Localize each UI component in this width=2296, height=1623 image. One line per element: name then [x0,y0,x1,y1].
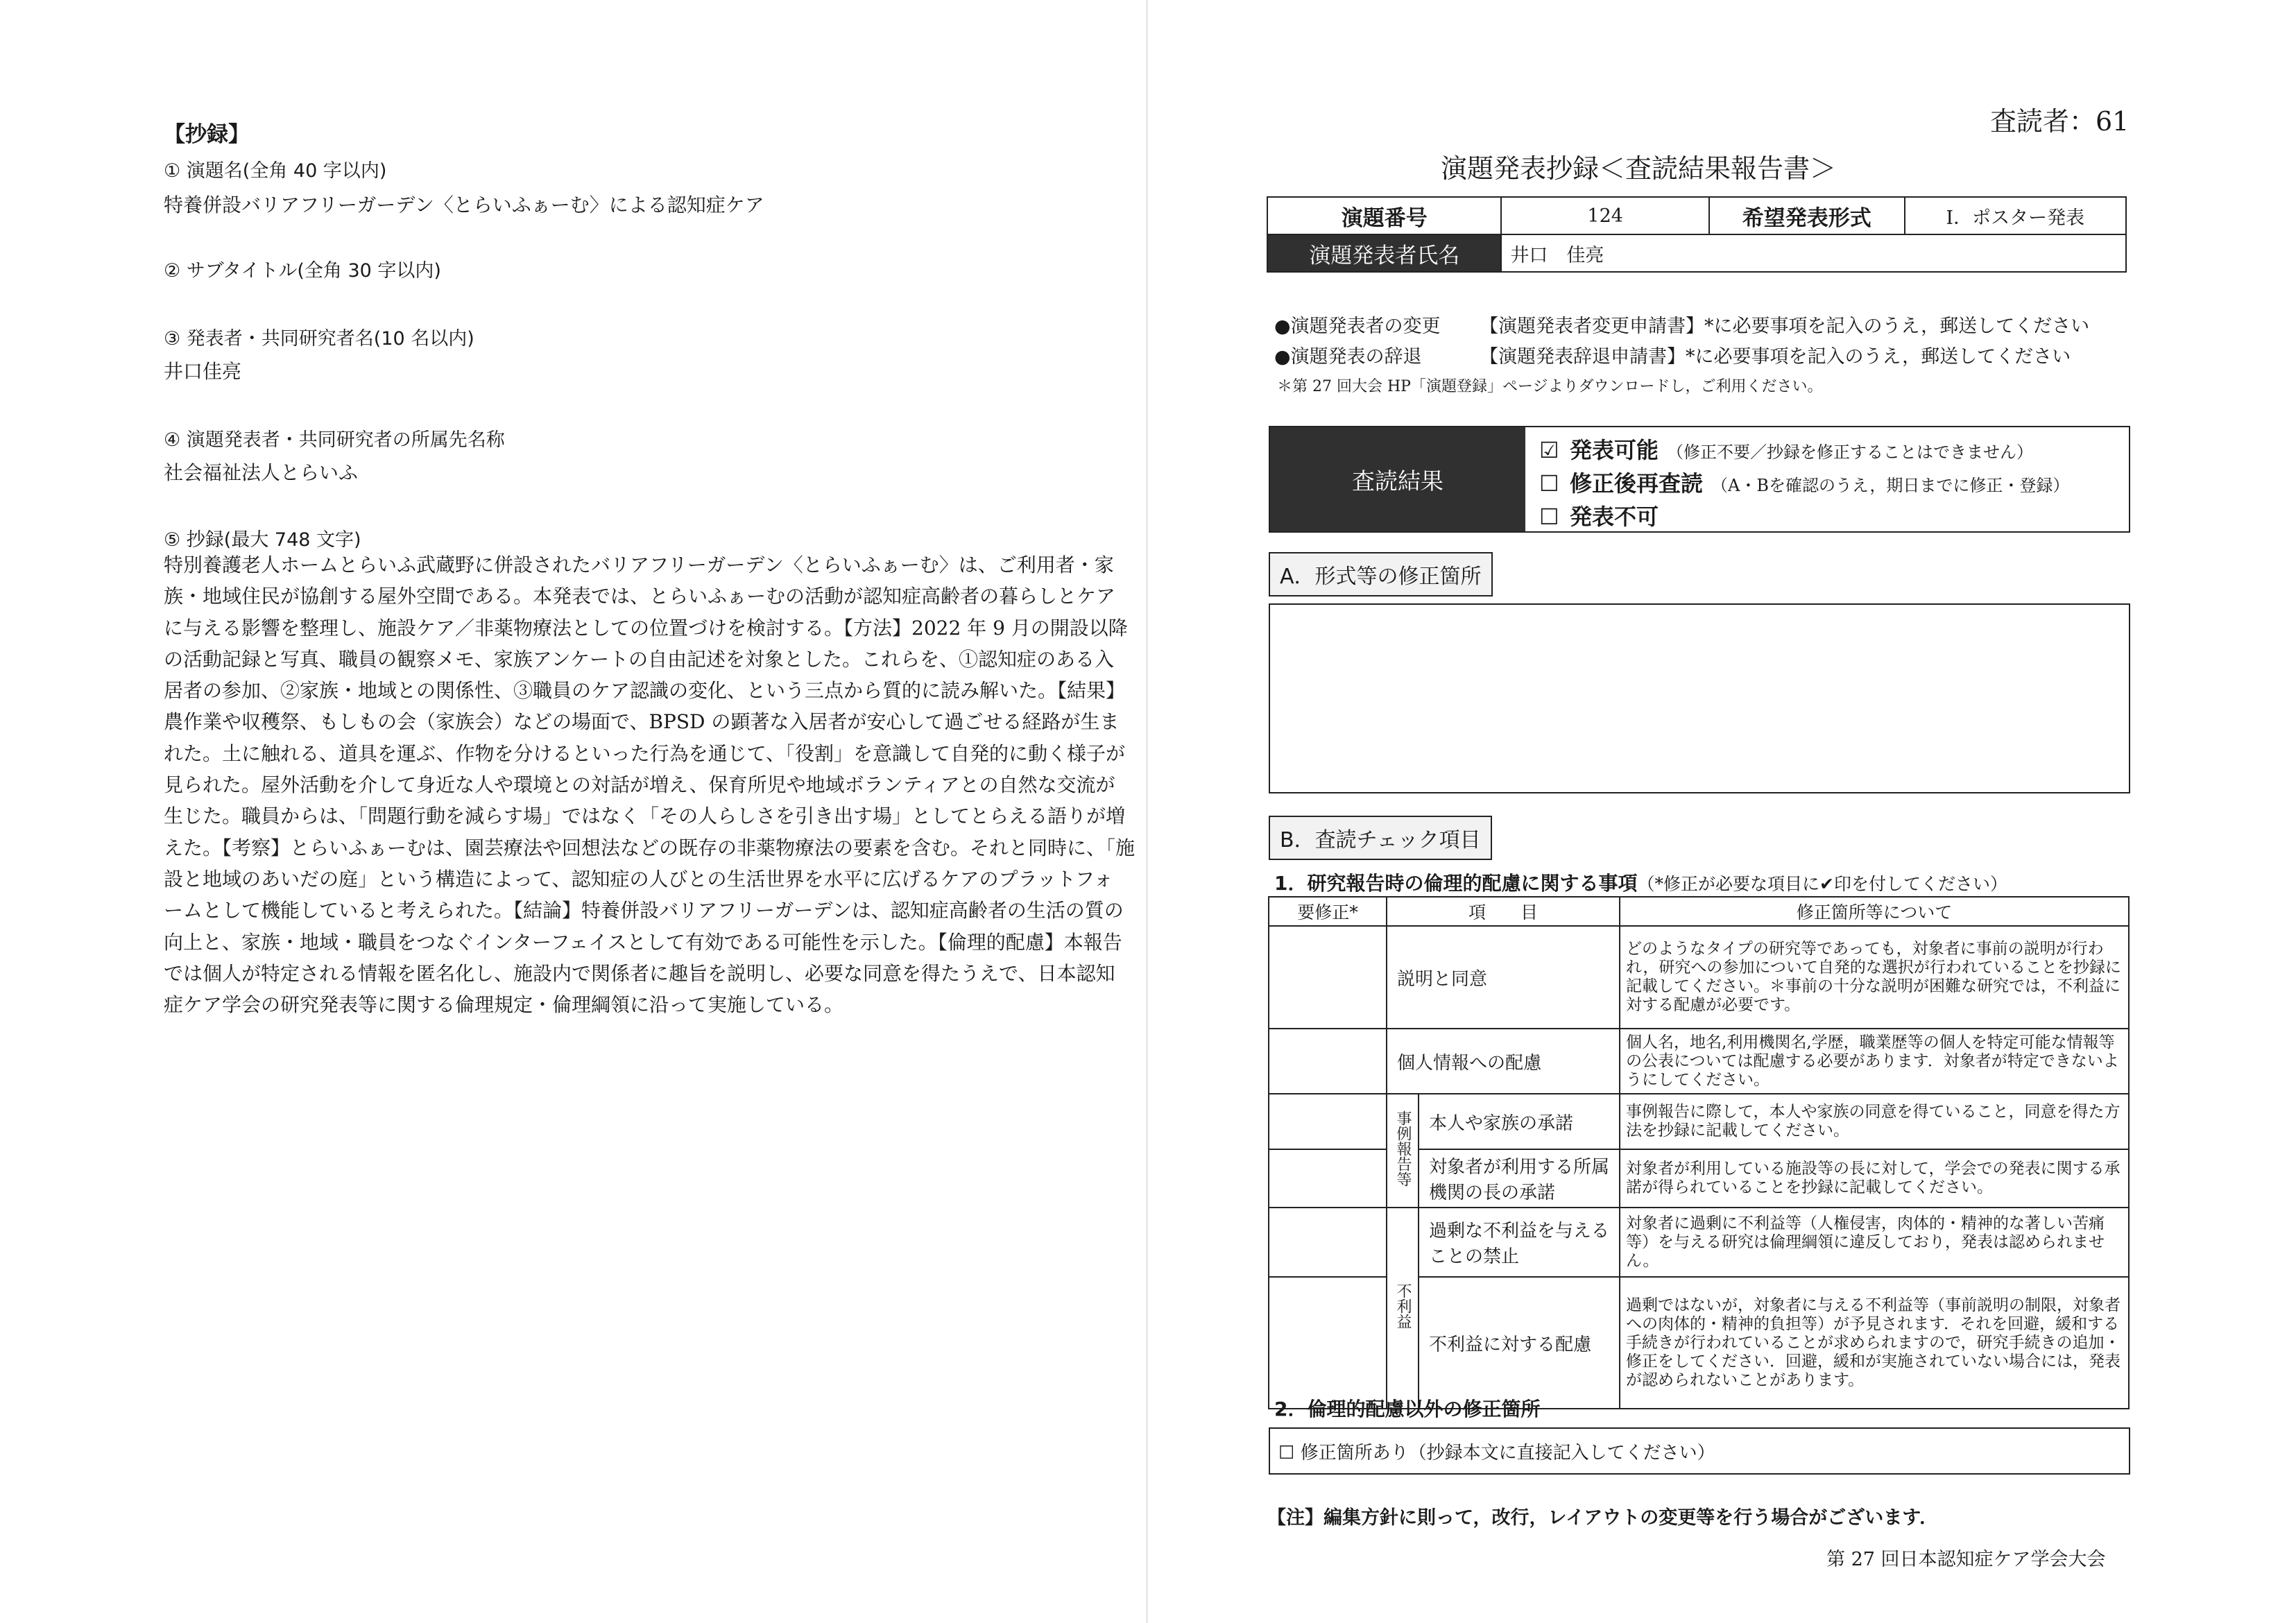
checked-checkbox-icon: ☑ [1539,437,1559,463]
abstract-line: ームとして機能していると考えられた。【結論】特養併設バリアフリーガーデンは、認知症高齢者の生活の質の [164,899,1124,922]
abstract-line: 設と地域のあいだの庭」という構造によって、認知症の人びとの生活世界を水平に広げるケアのプラットフォ [164,867,1113,891]
ethics-detail: 対象者に過剰に不利益等（人権侵害，肉体的・精神的な著しい苦痛等）を与える研究は倫理綱領に違反しており，発表は認められません。 [1620,1208,2129,1277]
col-item: 項 目 [1387,897,1620,926]
editorial-footnote: 【注】編集方針に則って，改行，レイアウトの変更等を行う場合がございます． [1267,1507,1939,1529]
submission-header-table [1267,196,2127,273]
abstract-body [164,549,1136,1020]
ethics-detail: 過剰ではないが，対象者に与える不利益等（事前説明の制限，対象者への肉体的・精神的負担等）が予見されます．それを回避，緩和する手続きが行われていることが求められますので，研究手続きの追加・修正をしてください．回避，緩和が実施されていない場合には，発表が認められないことがあります。 [1620,1277,2129,1409]
ethics-check-table [1268,896,2130,1409]
title-field-label: ① 演題名(全角 40 字以内) [164,160,387,182]
col-detail: 修正箇所等について [1620,897,2129,926]
abstract-line: 農作業や収穫祭、もしもの会（家族会）などの場面で、BPSD の顕著な入居者が安心して過ごせる経路が生ま [164,710,1120,734]
fix-cell[interactable] [1269,1094,1387,1149]
report-title: 演題発表抄録＜査読結果報告書＞ [1441,153,1837,184]
group-case-report: 事例報告等 [1387,1094,1419,1208]
ethics-item: 対象者が利用する所属機関の長の承諾 [1419,1149,1620,1208]
fix-cell[interactable] [1269,1277,1387,1409]
reviewer-id: 査読者：61 [1990,106,2130,137]
abstract-line: 特別養護老人ホームとらいふ武蔵野に併設されたバリアフリーガーデン〈とらいふぁーむ〉は、ご利用者・家 [164,553,1114,576]
checkbox-icon: ☐ [1539,470,1559,497]
presenter-value: 井口 佳亮 [1501,234,2126,272]
abstract-line: の活動記録と写真、職員の観察メモ、家族アンケートの自由記述を対象とした。これらを、①認知症のある入 [164,647,1115,671]
withdraw-note-bullet: ●演題発表の辞退 [1274,346,1422,368]
other-corrections-option[interactable]: ☐ 修正箇所あり（抄録本文に直接記入してください） [1278,1442,1715,1463]
ethics-item: 不利益に対する配慮 [1419,1277,1620,1409]
affiliation-field-label: ④ 演題発表者・共同研究者の所属先名称 [164,429,505,451]
fix-cell[interactable] [1269,1149,1387,1208]
format-label: 希望発表形式 [1709,197,1905,234]
result-option-rereview[interactable]: ☐ 修正後再査読 （A・Bを確認のうえ，期日までに修正・登録） [1539,470,2070,497]
abstract-line: 見られた。屋外活動を介して身近な人や環境との対話が増え、保育所児や地域ボランティアとの自然な交流が [164,773,1115,797]
ethics-item: 説明と同意 [1387,926,1620,1029]
abstract-line: えた。【考察】とらいふぁーむは、園芸療法や回想法などの既存の非薬物療法の要素を含む。それと同時に、「施 [164,836,1136,859]
abstract-line: 向上と、家族・地域・職員をつなぐインターフェイスとして有効である可能性を示した。【倫理的配慮】本報告 [164,930,1122,954]
checkbox-icon: ☐ [1539,504,1559,530]
ethics-item: 過剰な不利益を与えることの禁止 [1419,1208,1620,1277]
withdraw-note-text: 【演題発表辞退申請書】*に必要事項を記入のうえ，郵送してください [1480,346,2071,368]
ethics-detail: どのようなタイプの研究等であっても，対象者に事前の説明が行われ，研究への参加について自発的な選択が行われていることを抄録に記載してください。＊事前の十分な説明が困難な研究では，不利益に対する配慮が必要です。 [1620,926,2129,1029]
result-option-acceptable[interactable]: ☑ 発表可能 （修正不要／抄録を修正することはできません） [1539,437,2034,463]
subtitle-field-label: ② サブタイトル(全角 30 字以内) [164,260,441,282]
authors-field-value: 井口佳亮 [164,360,242,383]
presenter-label: 演題発表者氏名 [1267,234,1501,272]
ethics-heading: 1．研究報告時の倫理的配慮に関する事項（*修正が必要な項目に✔印を付してください） [1274,872,2007,895]
fix-cell[interactable] [1269,926,1387,1029]
format-value: Ⅰ．ポスター発表 [1905,197,2127,234]
ethics-detail: 事例報告に際して，本人や家族の同意を得ていること，同意を得た方法を抄録に記載してください。 [1620,1094,2129,1149]
ethics-item: 個人情報への配慮 [1387,1029,1620,1094]
abstract-line: 族・地域住民が協創する屋外空間である。本発表では、とらいふぁーむの活動が認知症高齢者の暮らしとケア [164,585,1116,608]
section-a-label: A．形式等の修正箇所 [1269,552,1493,596]
format-corrections-box[interactable] [1269,603,2130,793]
ethics-note: （*修正が必要な項目に✔印を付してください） [1637,874,2007,894]
abstract-line: 症ケア学会の研究発表等に関する倫理規定・倫理綱領に沿って実施している。 [164,993,844,1017]
other-corrections-box[interactable] [1269,1427,2130,1475]
abstract-line: に与える影響を整理し、施設ケア／非薬物療法としての位置づけを検討する。【方法】2022 年 9 月の開設以降 [164,616,1128,639]
abstract-line: 生じた。職員からは、「問題行動を減らす場」ではなく「その人らしさを引き出す場」としてとらえる語りが増 [164,805,1126,828]
ethics-item: 本人や家族の承諾 [1419,1094,1620,1149]
review-result-box [1269,426,2130,533]
abstract-body-label: ⑤ 抄録(最大 748 文字) [164,529,361,551]
download-note: ＊第 27 回大会 HP「演題登録」ページよりダウンロードし，ご利用ください。 [1277,378,1823,395]
review-report-page [1148,0,2296,1623]
ethics-detail: 対象者が利用している施設等の長に対して，学会での発表に関する承諾が得られていることを抄録に記載してください。 [1620,1149,2129,1208]
abstract-line: 居者の参加、②家族・地域との関係性、③職員のケア認識の変化、という三点から質的に読み解いた。【結果】 [164,679,1126,703]
review-result-label: 査読結果 [1270,427,1525,531]
fix-cell[interactable] [1269,1208,1387,1277]
submission-number-label: 演題番号 [1267,197,1501,234]
abstract-heading: 【抄録】 [164,122,250,147]
submission-number-value: 124 [1501,197,1709,234]
group-harm: 不利益 [1387,1208,1419,1409]
section-2-heading: 2．倫理的配慮以外の修正箇所 [1274,1398,1541,1420]
change-note-bullet: ●演題発表者の変更 [1274,316,1441,337]
ethics-detail: 個人名，地名,利用機関名,学歴，職業歴等の個人を特定可能な情報等の公表については配慮する必要があります．対象者が特定できないようにしてください。 [1620,1029,2129,1094]
change-note-text: 【演題発表者変更申請書】*に必要事項を記入のうえ，郵送してください [1480,316,2090,337]
result-option-rejected[interactable]: ☐ 発表不可 [1539,504,1659,530]
fix-cell[interactable] [1269,1029,1387,1094]
authors-field-label: ③ 発表者・共同研究者名(10 名以内) [164,328,474,350]
abstract-line: では個人が特定される情報を匿名化し、施設内で関係者に趣旨を説明し、必要な同意を得たうえで、日本認知 [164,961,1115,985]
title-field-value: 特養併設バリアフリーガーデン〈とらいふぁーむ〉による認知症ケア [164,194,764,216]
affiliation-field-value: 社会福祉法人とらいふ [164,461,359,484]
conference-footer: 第 27 回日本認知症ケア学会大会 [1826,1549,2106,1570]
abstract-line: れた。土に触れる、道具を運ぶ、作物を分けるといった行為を通じて、「役割」を意識して自発的に動く様子が [164,741,1126,765]
section-b-label: B．査読チェック項目 [1269,816,1492,860]
col-needs-fix: 要修正* [1269,897,1387,926]
